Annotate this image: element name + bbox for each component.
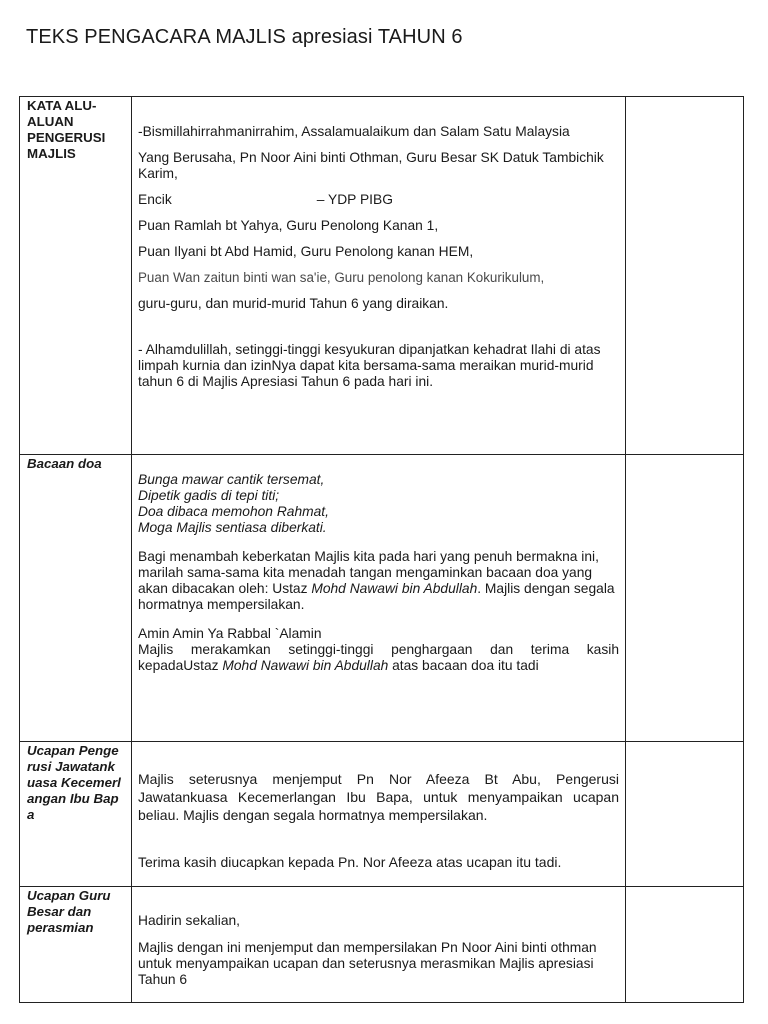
text-paragraph [138, 549, 619, 613]
text-line: -Bismillahirrahmanirrahim, Assalamualaikum dan Salam Satu Malaysia [138, 124, 570, 139]
section-label-alu-aluan: KATA ALU-ALUAN PENGERUSI MAJLIS [27, 98, 106, 161]
empty-cell [626, 97, 744, 455]
ustaz-name: Mohd Nawawi bin Abdullah [311, 581, 478, 596]
text-paragraph: - Alhamdulillah, setinggi-tinggi kesyukuran dipanjatkan kehadrat Ilahi di atas limpah kurnia dan izinNya dapat kita bersama-sama meraikan murid-murid tahun 6 di Majlis Apresiasi Tahun 6 pada hari ini. [138, 342, 601, 389]
text-line: Puan Wan zaitun binti wan sa'ie, Guru penolong kanan Kokurikulum, [138, 270, 545, 285]
empty-cell [626, 455, 744, 742]
text-encik: Encik [138, 192, 172, 207]
text-paragraph: Majlis seterusnya menjemput Pn Nor Afeeza Bt Abu, Pengerusi Jawatankuasa Kecemerlangan Ibu Bapa, untuk menyampaikan ucapan beliau. Majlis dengan segala hormatnya mempersilakan. [138, 771, 619, 823]
content-cell [132, 887, 626, 1003]
table-row [20, 455, 744, 742]
table-row [20, 97, 744, 455]
content-cell [132, 742, 626, 887]
label-cell [20, 97, 132, 455]
page-title: TEKS PENGACARA MAJLIS apresiasi TAHUN 6 [26, 26, 463, 48]
content-cell [132, 455, 626, 742]
text-run: . Majlis dengan segala hormatnya mempersilakan. [138, 581, 615, 612]
section-label-ucapan-guru-besar: Ucapan Guru Besar dan perasmian [27, 888, 111, 935]
text-line: Hadirin sekalian, [138, 913, 240, 928]
text-run: Bagi menambah keberkatan Majlis kita pada hari yang penuh bermakna ini, marilah sama-sama kita menadah tangan mengaminkan bacaan doa yang akan dibacakan oleh: Ustaz [138, 549, 599, 596]
poem-line: Doa dibaca memohon Rahmat, [138, 504, 329, 519]
text-ydp-pibg: – YDP PIBG [316, 192, 393, 207]
empty-cell [626, 742, 744, 887]
empty-cell [626, 887, 744, 1003]
ustaz-name: Mohd Nawawi bin Abdullah [222, 658, 389, 673]
table-row [20, 887, 744, 1003]
text-paragraph [138, 642, 619, 674]
text-line: Amin Amin Ya Rabbal `Alamin [138, 626, 322, 641]
text-paragraph: Majlis dengan ini menjemput dan mempersilakan Pn Noor Aini binti othman untuk menyampaikan ucapan dan seterusnya merasmikan Majlis apresiasi Tahun 6 [138, 940, 597, 987]
text-line [138, 192, 619, 208]
text-line: guru-guru, dan murid-murid Tahun 6 yang diraikan. [138, 296, 449, 311]
text-line: Terima kasih diucapkan kepada Pn. Nor Afeeza atas ucapan itu tadi. [138, 854, 562, 870]
label-cell [20, 742, 132, 887]
text-run: Majlis merakamkan setinggi-tinggi penghargaan dan terima kasih kepadaUstaz [138, 642, 619, 673]
section-label-bacaan-doa: Bacaan doa [27, 456, 102, 471]
text-line: Puan Ramlah bt Yahya, Guru Penolong Kanan 1, [138, 218, 439, 233]
poem-line: Dipetik gadis di tepi titi; [138, 488, 280, 503]
script-table [19, 96, 744, 1003]
text-run: atas bacaan doa itu tadi [388, 658, 539, 673]
label-cell [20, 887, 132, 1003]
section-label-ucapan-pengerusi: Ucapan Pengerusi Jawatankuasa Kecemerlangan Ibu Bapa [27, 743, 121, 822]
content-cell [132, 97, 626, 455]
poem-line: Moga Majlis sentiasa diberkati. [138, 520, 327, 535]
table-row [20, 742, 744, 887]
poem-line: Bunga mawar cantik tersemat, [138, 472, 325, 487]
text-line: Yang Berusaha, Pn Noor Aini binti Othman, Guru Besar SK Datuk Tambichik Karim, [138, 150, 604, 181]
label-cell [20, 455, 132, 742]
text-line: Puan Ilyani bt Abd Hamid, Guru Penolong kanan HEM, [138, 244, 474, 259]
